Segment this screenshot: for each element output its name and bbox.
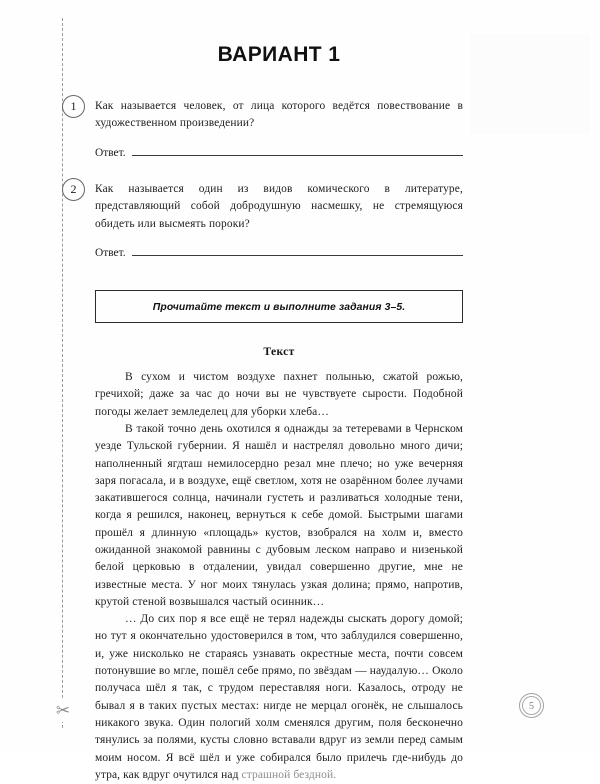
question-text: Как называется один из видов комического в литературе, представляющий собой добродушную насмешку, не стремящуюся обидеть или высмеять пороки? <box>95 182 463 230</box>
answer-row[interactable] <box>95 144 463 159</box>
question-2 <box>70 181 463 260</box>
passage-heading: Текст <box>263 345 295 359</box>
content-column <box>70 0 463 784</box>
passage-paragraph: В такой точно день охотился я однажды за тетеревами в Чернском уезде Тульской губернии. Я нашёл и настрелял довольно много дичи; наполненный ягдташ немилосердно резал мне плечо; но уже вечерняя заря погасала, и в воздухе, ещё светлом, хотя не озарённом более лучами закатившегося солнца, начинали густеть и разливаться холодные тени, когда я решился, наконец, вернуться к себе домой. Быстрыми шагами прошёл я длинную «площадь» кустов, взобрался на холм и, вместо ожиданной знакомой равнины с дубовым леском направо и низенькой белой церковью в отдалении, увидал совершенно другие, мне не известные места. У ног моих тянулась узкая долина; прямо, напротив, крутой стеной возвышался частый осинник… <box>95 422 463 608</box>
answer-row[interactable] <box>95 244 463 259</box>
answer-label: Ответ. <box>95 247 126 260</box>
page-title: ВАРИАНТ 1 <box>217 43 341 66</box>
scan-artifact <box>470 34 590 134</box>
question-1 <box>70 98 463 159</box>
passage-paragraph-final <box>95 611 463 784</box>
page-number-value: 5 <box>522 696 541 715</box>
question-text: Как называется человек, от лица которого ведётся повествование в художественном произведении? <box>95 100 463 130</box>
instruction-text: Прочитайте текст и выполните задания 3–5. <box>152 302 406 314</box>
answer-input-line[interactable] <box>132 244 463 256</box>
answer-label: Ответ. <box>95 146 126 159</box>
answer-input-line[interactable] <box>132 144 463 156</box>
scissors-icon: ✂ <box>52 700 74 722</box>
question-number-badge: 2 <box>62 178 85 201</box>
passage-body <box>95 369 463 784</box>
page-number-badge <box>519 693 544 718</box>
cut-dashed-line <box>62 18 63 728</box>
instruction-box <box>95 290 463 323</box>
question-number-badge: 1 <box>62 95 85 118</box>
passage-final-main: … До сих пор я все ещё не терял надежды сыскать дорогу домой; но тут я окончательно удостоверился в том, что заблудился совершенно, и, уже нисколько не стараясь узнавать окрестные места, почти совсем потонувшие во мгле, пошёл себе прямо, по звёздам — наудалую… Около получаса шёл я так, с трудом переставляя ноги. Казалось, отроду не бывал я в таких пустых местах: нигде не мерцал огонёк, не слышалось никакого звука. Один пологий холм сменялся другим, поля бесконечно тянулись за полями, кусты словно вставали вдруг из земли перед самым моим носом. Я всё шёл и уже собирался было прилечь где-нибудь до утра, как вдруг очутился над <box>95 613 463 781</box>
passage-final-faded: страшной бездной. <box>241 768 337 781</box>
passage-paragraph: В сухом и чистом воздухе пахнет полынью, сжатой рожью, гречихой; даже за час до ночи вы не чувствуете сырости. Подобной погоды желает земледелец для уборки хлеба… <box>95 371 463 418</box>
